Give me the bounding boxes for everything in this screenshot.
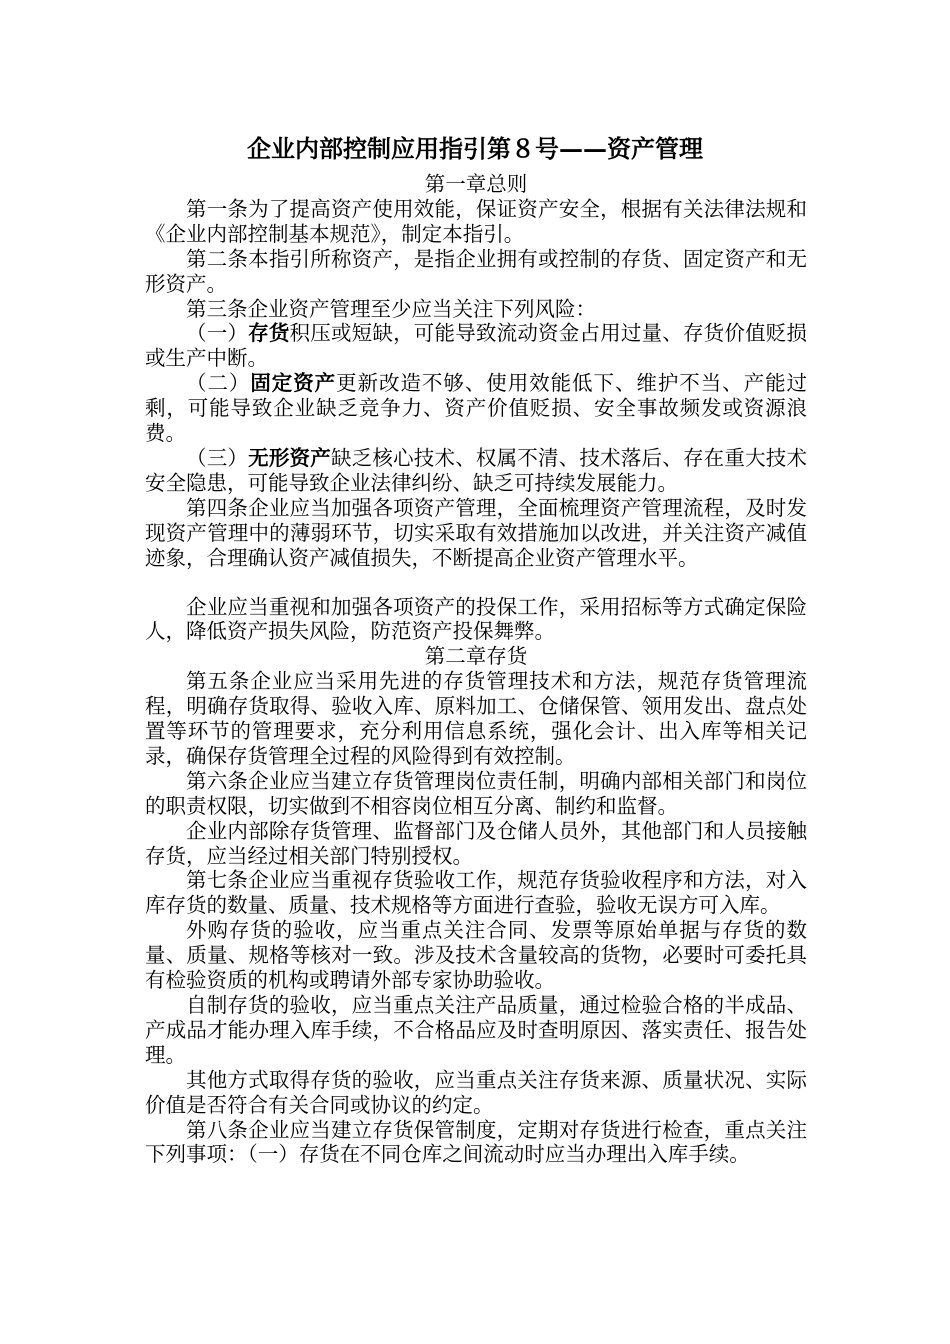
risk-item-3-text: 缺乏核心技术、权属不清、技术落后、存在重大技术安全隐患，可能导致企业法律纠纷、缺乏可持续发展能力。 [145, 445, 808, 495]
article-7-self-made: 自制存货的验收，应当重点关注产品质量，通过检验合格的半成品、产成品才能办理入库手续，不合格品应及时查明原因、落实责任、报告处理。 [145, 993, 807, 1067]
risk-item-2-text: 更新改造不够、使用效能低下、维护不当、产能过剩，可能导致企业缺乏竞争力、资产价值贬损、安全事故频发或资源浪费。 [145, 371, 808, 446]
chapter-1-heading: 第一章总则 [424, 172, 528, 196]
risk-item-3-prefix: （三） [186, 445, 249, 470]
article-8: 第八条企业应当建立存货保管制度，定期对存货进行检查，重点关注下列事项：（一）存货在不同仓库之间流动时应当办理出入库手续。 [145, 1117, 807, 1167]
risk-item-3-term: 无形资产 [248, 445, 331, 470]
document-body [145, 172, 807, 1167]
risk-item-2 [145, 371, 807, 446]
article-7: 第七条企业应当重视存货验收工作，规范存货验收程序和方法，对入库存货的数量、质量、技术规格等方面进行查验，验收无误方可入库。 [145, 868, 807, 918]
article-7-purchased: 外购存货的验收，应当重点关注合同、发票等原始单据与存货的数量、质量、规格等核对一致。涉及技术含量较高的货物，必要时可委托具有检验资质的机构或聘请外部专家协助验收。 [145, 918, 807, 993]
document-title: 企业内部控制应用指引第８号——资产管理 [247, 134, 703, 163]
article-3: 第三条企业资产管理至少应当关注下列风险： [186, 296, 596, 321]
risk-item-1-prefix: （一） [186, 321, 249, 346]
risk-item-1 [145, 321, 807, 371]
risk-item-3 [145, 446, 807, 496]
article-4: 第四条企业应当加强各项资产管理，全面梳理资产管理流程，及时发现资产管理中的薄弱环节，切实采取有效措施加以改进，并关注资产减值迹象，合理确认资产减值损失，不断提高企业资产管理水平。 [145, 495, 807, 570]
article-4-insurance: 企业应当重视和加强各项资产的投保工作，采用招标等方式确定保险人，降低资产损失风险，防范资产投保舞弊。 [145, 594, 807, 644]
article-6-access: 企业内部除存货管理、监督部门及仓储人员外，其他部门和人员接触存货，应当经过相关部门特别授权。 [145, 818, 807, 868]
article-6: 第六条企业应当建立存货管理岗位责任制，明确内部相关部门和岗位的职责权限，切实做到不相容岗位相互分离、制约和监督。 [145, 768, 807, 818]
risk-item-2-term: 固定资产 [250, 371, 337, 396]
risk-item-1-term: 存货 [248, 321, 290, 346]
article-2: 第二条本指引所称资产，是指企业拥有或控制的存货、固定资产和无形资产。 [145, 246, 807, 296]
article-7-other: 其他方式取得存货的验收，应当重点关注存货来源、质量状况、实际价值是否符合有关合同或协议的约定。 [145, 1067, 807, 1117]
risk-item-1-text: 积压或短缺，可能导致流动资金占用过量、存货价值贬损或生产中断。 [145, 321, 808, 371]
article-5: 第五条企业应当采用先进的存货管理技术和方法，规范存货管理流程，明确存货取得、验收入库、原料加工、仓储保管、领用发出、盘点处置等环节的管理要求，充分利用信息系统，强化会计、出入库等相关记录，确保存货管理全过程的风险得到有效控制。 [145, 669, 807, 768]
article-1: 第一条为了提高资产使用效能，保证资产安全，根据有关法律法规和《企业内部控制基本规范》，制定本指引。 [145, 196, 807, 246]
chapter-2-heading: 第二章存货 [424, 644, 528, 669]
risk-item-2-prefix: （二） [186, 371, 251, 396]
